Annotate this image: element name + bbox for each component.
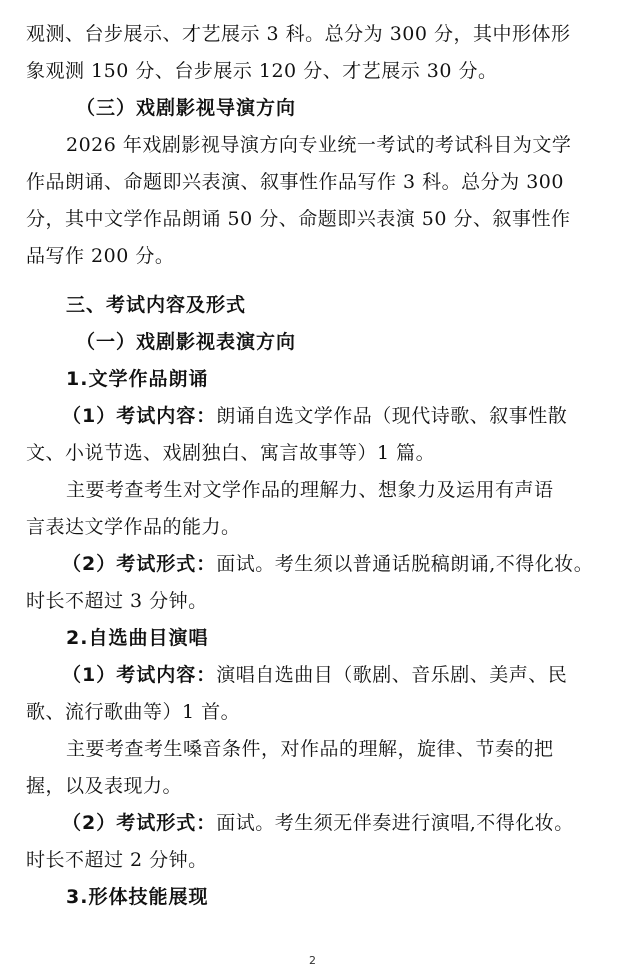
item-text: 面试。考生须无伴奏进行演唱,不得化妆。 — [216, 812, 574, 834]
page-number: 2 — [309, 954, 316, 967]
item-text: 面试。考生须以普通话脱稿朗诵,不得化妆。 — [216, 553, 594, 575]
item-label: （1）考试内容： — [62, 405, 217, 427]
body-line — [26, 805, 610, 842]
body-line: 时长不超过 2 分钟。 — [26, 849, 208, 871]
body-line: 作品朗诵、命题即兴表演、叙事性作品写作 3 科。总分为 300 — [26, 171, 564, 193]
body-line: 主要考查考生嗓音条件，对作品的理解，旋律、节奏的把 — [66, 738, 554, 760]
item-label: （1）考试内容： — [62, 664, 217, 686]
item-heading: 2.自选曲目演唱 — [66, 627, 209, 649]
item-text: 朗诵自选文学作品（现代诗歌、叙事性散 — [216, 405, 568, 427]
section-subheading: （三）戏剧影视导演方向 — [76, 97, 297, 119]
section-heading: 三、考试内容及形式 — [66, 294, 247, 316]
item-text: 演唱自选曲目（歌剧、音乐剧、美声、民 — [216, 664, 568, 686]
item-heading: 1.文学作品朗诵 — [66, 368, 209, 390]
body-line — [26, 657, 610, 694]
item-heading: 3.形体技能展现 — [66, 886, 209, 908]
body-line: 文、小说节选、戏剧独白、寓言故事等）1 篇。 — [26, 442, 436, 464]
body-line: 2026 年戏剧影视导演方向专业统一考试的考试科目为文学 — [66, 134, 572, 156]
body-line: 象观测 150 分、台步展示 120 分、才艺展示 30 分。 — [26, 60, 498, 82]
body-line: 言表达文学作品的能力。 — [26, 516, 241, 538]
body-line: 握，以及表现力。 — [26, 775, 183, 797]
body-line: 歌、流行歌曲等）1 首。 — [26, 701, 241, 723]
body-line: 品写作 200 分。 — [26, 245, 175, 267]
body-line: 观测、台步展示、才艺展示 3 科。总分为 300 分，其中形体形 — [26, 23, 571, 45]
body-line: 分，其中文学作品朗诵 50 分、命题即兴表演 50 分、叙事性作 — [26, 208, 571, 230]
document-body — [26, 16, 610, 916]
body-line: 主要考查考生对文学作品的理解力、想象力及运用有声语 — [66, 479, 554, 501]
body-line: 时长不超过 3 分钟。 — [26, 590, 208, 612]
section-subheading: （一）戏剧影视表演方向 — [76, 331, 297, 353]
body-line — [26, 398, 610, 435]
body-line — [26, 546, 610, 583]
item-label: （2）考试形式： — [62, 553, 217, 575]
item-label: （2）考试形式： — [62, 812, 217, 834]
